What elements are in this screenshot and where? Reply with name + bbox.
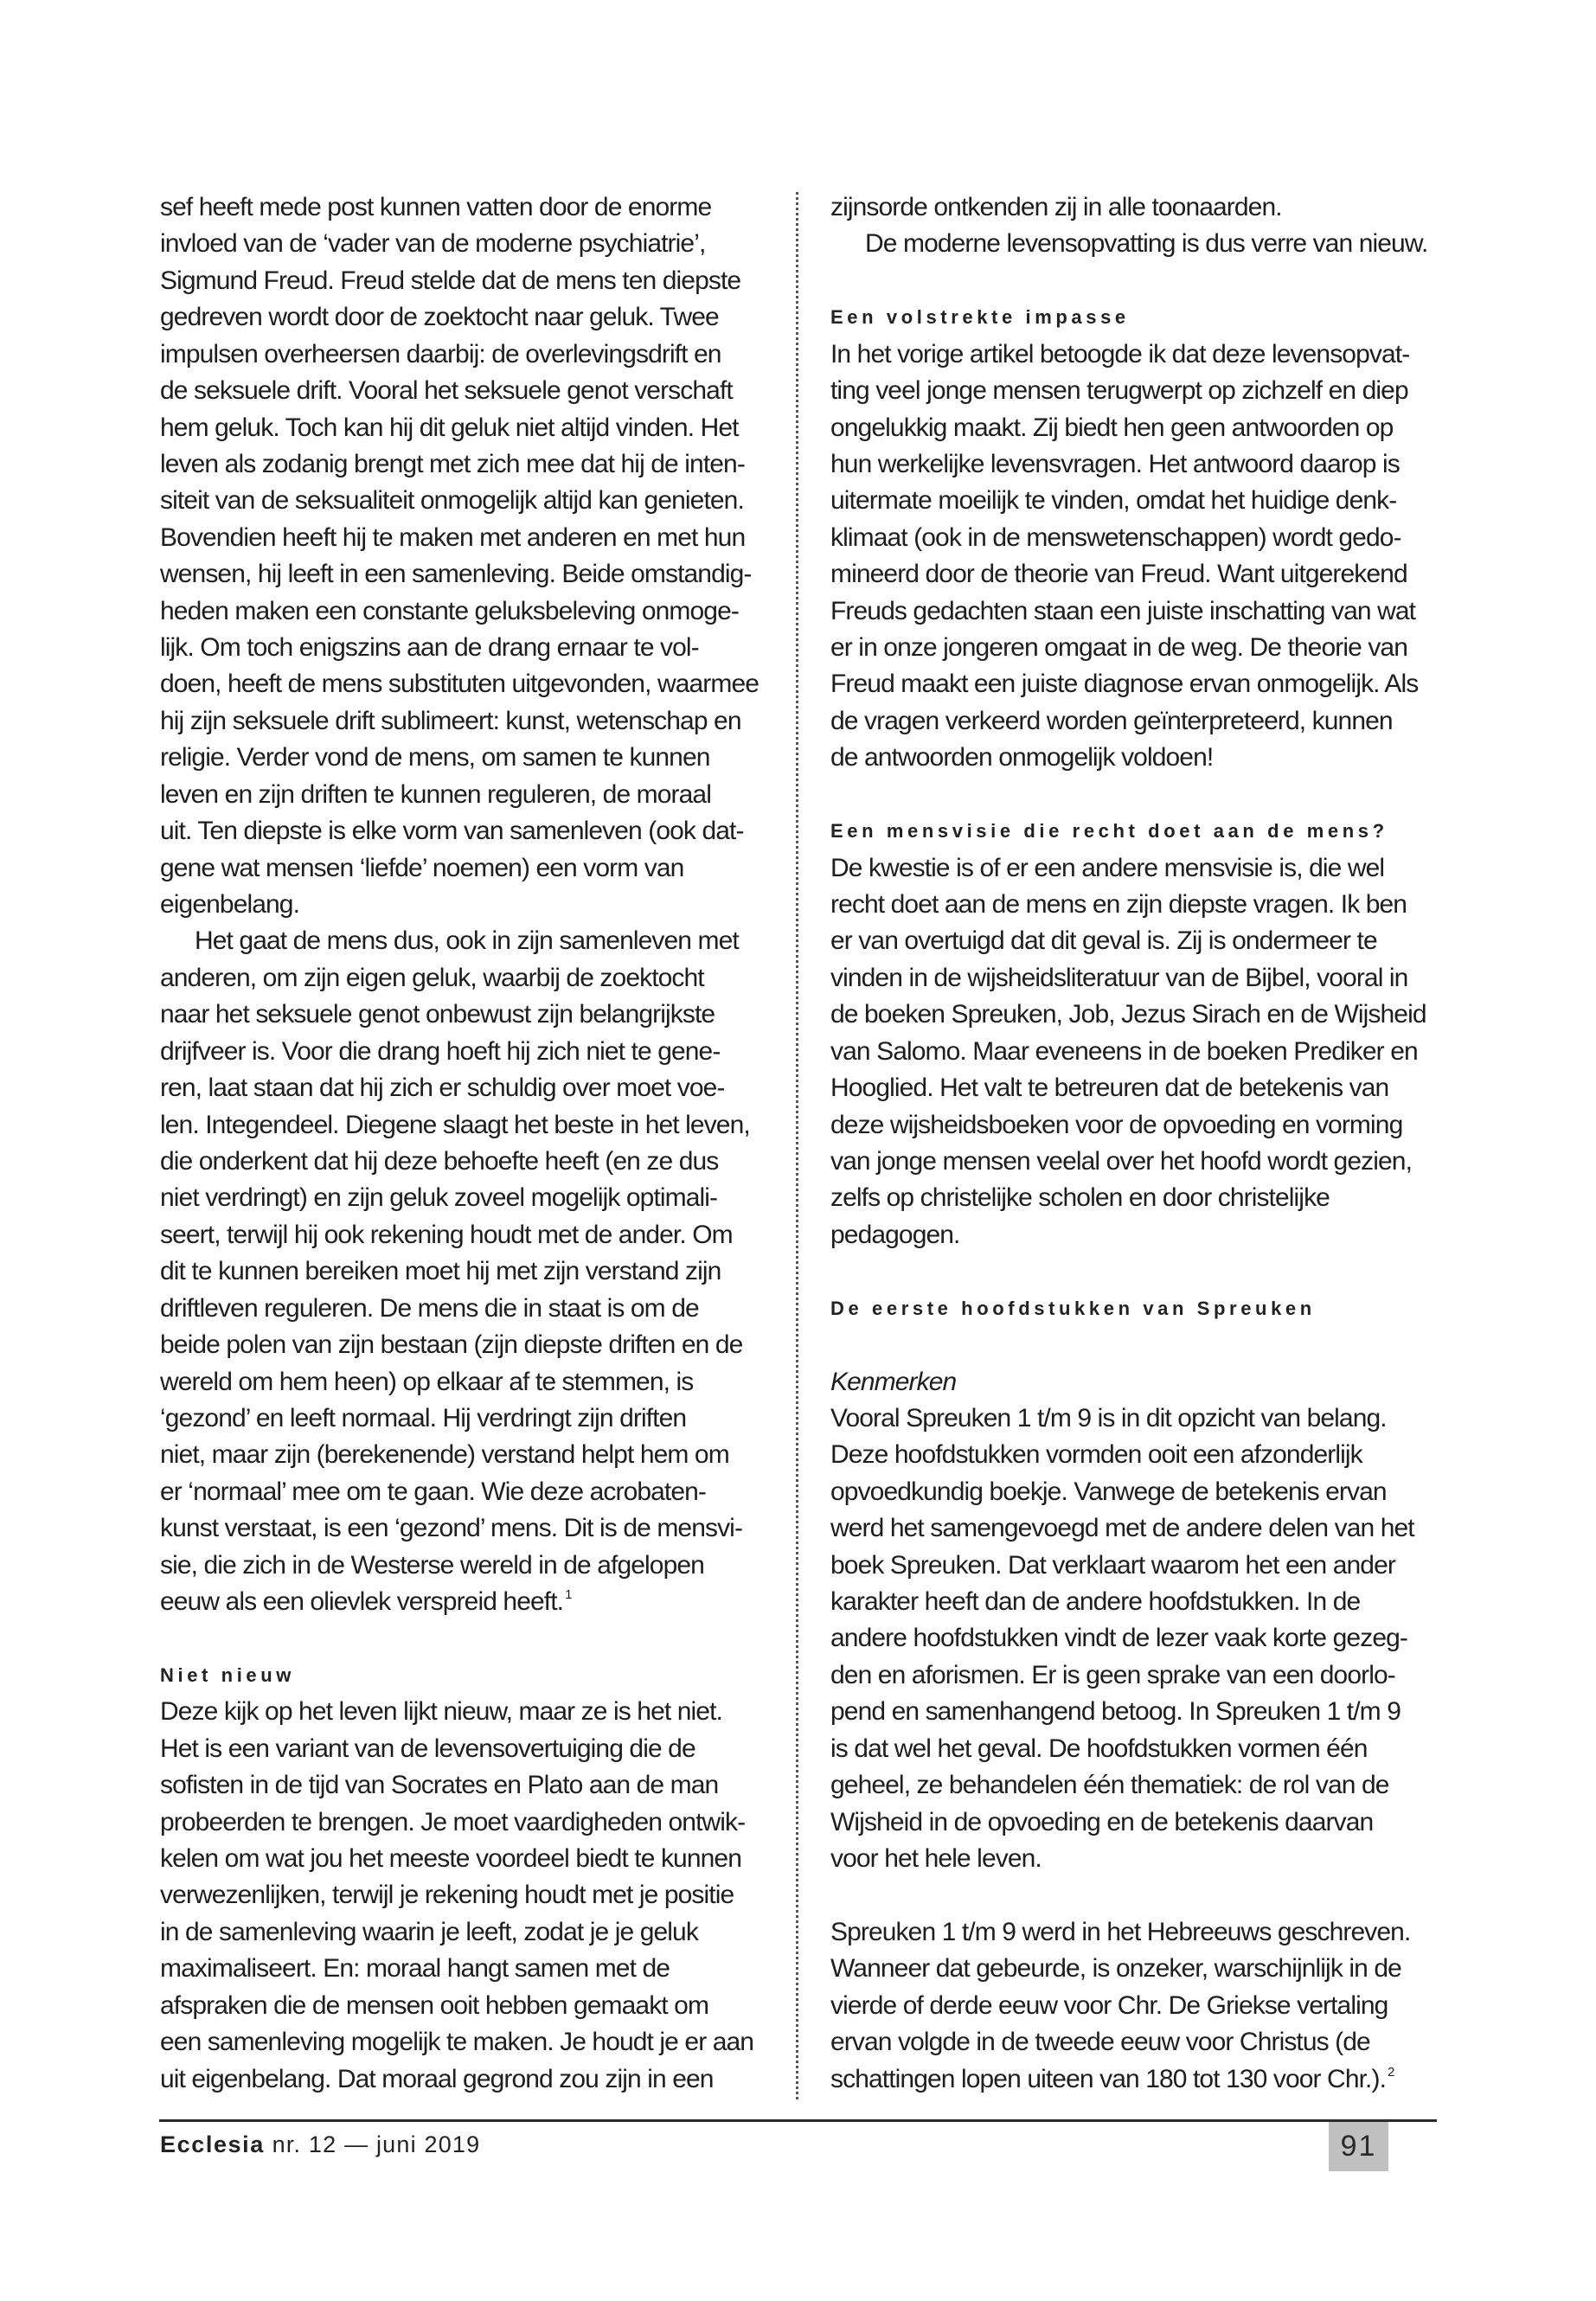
line-text: uitermate moeilijk te vinden, omdat het huidige denk-: [830, 486, 1397, 516]
line-text: vierde of derde eeuw voor Chr. De Griekse vertaling: [830, 1990, 1388, 2020]
line-text: die onderkent dat hij deze behoefte heeft (en ze dus: [160, 1146, 719, 1176]
line-text: kelen om wat jou het meeste voordeel biedt te kunnen: [160, 1843, 741, 1873]
line-text: een samenleving mogelijk te maken. Je houdt je er aan: [160, 2028, 754, 2057]
text-line: [160, 1914, 766, 1951]
text-line: [830, 520, 1445, 556]
line-text: uit eigenbelang. Dat moraal gegrond zou zijn in een: [160, 2064, 714, 2093]
blank-line: [830, 1327, 1445, 1363]
text-line: [160, 1584, 766, 1620]
text-line: [830, 189, 1445, 226]
text-line: [160, 593, 766, 630]
line-text: Sigmund Freud. Freud stelde dat de mens ten diepste: [160, 266, 741, 295]
text-line: [160, 703, 766, 740]
line-text: zijnsorde ontkenden zij in alle toonaarden.: [830, 193, 1282, 221]
subheading: [830, 1364, 1445, 1400]
text-line: [830, 2024, 1445, 2061]
text-line: [160, 373, 766, 409]
text-line: [160, 1951, 766, 1987]
text-line: [830, 1437, 1445, 1473]
line-text: Een volstrekte impasse: [830, 306, 1130, 329]
text-line: [830, 887, 1445, 923]
line-text: geheel, ze behandelen één thematiek: de rol van de: [830, 1771, 1389, 1800]
text-line: [160, 1694, 766, 1730]
text-line: [160, 850, 766, 887]
line-text: heden maken een constante geluksbeleving onmoge-: [160, 596, 739, 625]
text-line: [160, 923, 766, 959]
text-line: [830, 446, 1445, 483]
text-line: [830, 666, 1445, 702]
line-text: naar het seksuele genot onbewust zijn belangrijkste: [160, 1000, 715, 1029]
text-line: [830, 740, 1445, 776]
text-line: [160, 1217, 766, 1253]
text-line: [830, 410, 1445, 446]
line-text: doen, heeft de mens substituten uitgevonden, waarmee: [160, 670, 760, 699]
line-text: Deze hoofdstukken vormden ooit een afzonderlijk: [830, 1440, 1362, 1470]
line-text: in de samenleving waarin je leeft, zodat je je geluk: [160, 1917, 698, 1946]
text-line: [160, 630, 766, 666]
text-line: [160, 1364, 766, 1400]
text-line: [830, 923, 1445, 959]
line-text: seert, terwijl hij ook rekening houdt met de ander. Om: [160, 1220, 733, 1249]
text-line: [160, 1327, 766, 1363]
line-text: hun werkelijke levensvragen. Het antwoord daarop is: [830, 449, 1400, 478]
line-text: de boeken Spreuken, Job, Jezus Sirach en de Wijsheid: [830, 1000, 1426, 1029]
footnote-ref[interactable]: 1: [565, 1587, 573, 1603]
text-line: [830, 2061, 1445, 2098]
text-line: [160, 1510, 766, 1547]
line-text: ting veel jonge mensen terugwerpt op zichzelf en diep: [830, 376, 1408, 406]
text-line: [160, 1988, 766, 2024]
text-line: [830, 1400, 1445, 1437]
line-text: Bovendien heeft hij te maken met anderen en met hun: [160, 522, 746, 552]
text-line: [160, 226, 766, 262]
text-line: [160, 483, 766, 519]
section-heading: [160, 1657, 766, 1694]
text-line: [160, 336, 766, 373]
text-line: [830, 593, 1445, 630]
line-text: Spreuken 1 t/m 9 werd in het Hebreeuws geschreven.: [830, 1917, 1411, 1946]
text-line: [160, 1144, 766, 1180]
line-text: Vooral Spreuken 1 t/m 9 is in dit opzicht van belang.: [830, 1403, 1387, 1433]
text-line: [160, 2061, 766, 2098]
text-line: [160, 263, 766, 299]
line-text: Deze kijk op het leven lijkt nieuw, maar ze is het niet.: [160, 1697, 722, 1727]
line-text: hem geluk. Toch kan hij dit geluk niet altijd vinden. Het: [160, 413, 739, 442]
text-line: [830, 1620, 1445, 1657]
footer-issue-line: [160, 2131, 480, 2158]
text-line: [830, 373, 1445, 409]
blank-line: [830, 777, 1445, 813]
line-text: De moderne levensopvatting is dus verre van nieuw.: [865, 229, 1428, 259]
blank-line: [830, 1253, 1445, 1290]
line-text: impulsen overheersen daarbij: de overlevingsdrift en: [160, 339, 721, 369]
text-line: [160, 777, 766, 813]
text-line: [830, 997, 1445, 1033]
line-text: van jonge mensen veelal over het hoofd wordt gezien,: [830, 1146, 1412, 1176]
line-text: probeerden te brengen. Je moet vaardigheden ontwik-: [160, 1807, 746, 1836]
text-line: [160, 1548, 766, 1584]
text-line: [830, 960, 1445, 997]
line-text: beide polen van zijn bestaan (zijn diepste driften en de: [160, 1330, 743, 1360]
line-text: ervan volgde in de tweede eeuw voor Christus (de: [830, 2028, 1370, 2057]
text-line: [160, 1180, 766, 1216]
line-text: religie. Verder vond de mens, om samen te kunnen: [160, 743, 710, 772]
line-text: De kwestie is of er een andere mensvisie is, die wel: [830, 853, 1385, 882]
text-line: [160, 1291, 766, 1327]
text-line: [160, 446, 766, 483]
text-line: [830, 556, 1445, 593]
text-line: [160, 1767, 766, 1804]
line-text: de antwoorden onmogelijk voldoen!: [830, 743, 1214, 772]
line-text: verwezenlijken, terwijl je rekening houdt met je positie: [160, 1881, 734, 1910]
text-line: [830, 850, 1445, 887]
line-text: pedagogen.: [830, 1220, 960, 1249]
line-text: anderen, om zijn eigen geluk, waarbij de zoektocht: [160, 963, 704, 992]
line-text: kunst verstaat, is een ‘gezond’ mens. Dit is de mensvi-: [160, 1514, 743, 1543]
text-line: [160, 1437, 766, 1473]
text-line: [830, 1217, 1445, 1253]
text-line: [830, 1767, 1445, 1804]
line-text: dit te kunnen bereiken moet hij met zijn verstand zijn: [160, 1257, 721, 1286]
text-line: [160, 1841, 766, 1877]
text-line: [160, 520, 766, 556]
line-text: drijfveer is. Voor die drang hoeft hij zich niet te gene-: [160, 1036, 721, 1066]
line-text: mineerd door de theorie van Freud. Want uitgerekend: [830, 560, 1407, 589]
line-text: voor het hele leven.: [830, 1843, 1042, 1873]
line-text: Freud maakt een juiste diagnose ervan onmogelijk. Als: [830, 670, 1419, 699]
blank-line: [830, 263, 1445, 299]
line-text: Wanneer dat gebeurde, is onzeker, warschijnlijk in de: [830, 1954, 1401, 1984]
line-text: invloed van de ‘vader van de moderne psychiatrie’,: [160, 229, 706, 259]
text-line: [160, 189, 766, 226]
line-text: uit. Ten diepste is elke vorm van samenleven (ook dat-: [160, 817, 744, 846]
line-text: Het gaat de mens dus, ook in zijn samenleven met: [195, 926, 739, 956]
column-divider: [796, 192, 798, 2099]
text-line: [830, 1694, 1445, 1730]
line-text: ‘gezond’ en leeft normaal. Hij verdringt zijn driften: [160, 1403, 687, 1433]
line-text: Een mensvisie die recht doet aan de mens?: [830, 820, 1388, 843]
line-text: driftleven reguleren. De mens die in staat is om de: [160, 1293, 699, 1323]
line-text: leven en zijn driften te kunnen reguleren, de moraal: [160, 779, 711, 809]
text-line: [830, 1144, 1445, 1180]
line-text: de vragen verkeerd worden geïnterpreteerd, kunnen: [830, 706, 1393, 735]
text-line: [160, 997, 766, 1033]
footnote-ref[interactable]: 2: [1388, 2064, 1395, 2080]
line-text: karakter heeft dan de andere hoofdstukken. In de: [830, 1587, 1361, 1617]
line-text: maximaliseert. En: moraal hangt samen met de: [160, 1954, 670, 1984]
text-line: [160, 556, 766, 593]
line-text: recht doet aan de mens en zijn diepste vragen. Ik ben: [830, 890, 1407, 920]
line-text: afspraken die de mensen ooit hebben gemaakt om: [160, 1990, 709, 2020]
text-line: [160, 887, 766, 923]
left-column: [160, 189, 766, 2098]
magazine-name: Ecclesia: [160, 2131, 265, 2157]
text-line: [160, 1070, 766, 1106]
line-text: Kenmerken: [830, 1367, 957, 1396]
line-text: deze wijsheidsboeken voor de opvoeding en vorming: [830, 1110, 1403, 1139]
line-text: Het is een variant van de levensovertuiging die de: [160, 1734, 695, 1763]
text-line: [830, 483, 1445, 519]
text-line: [160, 666, 766, 702]
text-line: [160, 410, 766, 446]
line-text: er ‘normaal’ mee om te gaan. Wie deze acrobaten-: [160, 1477, 707, 1506]
text-line: [830, 1548, 1445, 1584]
text-line: [830, 1070, 1445, 1106]
text-line: [830, 703, 1445, 740]
text-line: [830, 1914, 1445, 1951]
text-line: [830, 1804, 1445, 1841]
page-number: 91: [1329, 2122, 1388, 2171]
line-text: Freuds gedachten staan een juiste inschatting van wat: [830, 596, 1416, 625]
line-text: Niet nieuw: [160, 1663, 296, 1686]
line-text: ongelukkig maakt. Zij biedt hen geen antwoorden op: [830, 413, 1394, 442]
line-text: In het vorige artikel betoogde ik dat deze levensopvat-: [830, 339, 1410, 369]
line-text: opvoedkundig boekje. Vanwege de betekenis ervan: [830, 1477, 1387, 1506]
line-text: er in onze jongeren omgaat in de weg. De theorie van: [830, 633, 1407, 663]
line-text: sofisten in de tijd van Socrates en Plato aan de man: [160, 1771, 719, 1800]
text-line: [160, 1400, 766, 1437]
line-text: van Salomo. Maar eveneens in de boeken Prediker en: [830, 1036, 1418, 1066]
text-line: [830, 1584, 1445, 1620]
line-text: Wijsheid in de opvoeding en de betekenis daarvan: [830, 1807, 1374, 1836]
text-line: [830, 1107, 1445, 1144]
line-text: gene wat mensen ‘liefde’ noemen) een vorm van: [160, 853, 684, 882]
right-column: [830, 189, 1445, 2098]
text-line: [830, 630, 1445, 666]
text-line: [160, 1474, 766, 1510]
line-text: vinden in de wijsheidsliteratuur van de Bijbel, vooral in: [830, 963, 1408, 992]
section-heading: [830, 1291, 1445, 1327]
blank-line: [830, 1877, 1445, 1913]
section-heading: [830, 299, 1445, 336]
text-line: [160, 1804, 766, 1841]
line-text: eeuw als een olievlek verspreid heeft.: [160, 1587, 564, 1617]
line-text: hij zijn seksuele drift sublimeert: kunst, wetenschap en: [160, 706, 741, 735]
section-heading: [830, 813, 1445, 849]
line-text: Hooglied. Het valt te betreuren dat de betekenis van: [830, 1074, 1389, 1103]
line-text: er van overtuigd dat dit geval is. Zij is ondermeer te: [830, 926, 1377, 956]
text-line: [830, 1180, 1445, 1216]
line-text: siteit van de seksualiteit onmogelijk altijd kan genieten.: [160, 486, 744, 516]
line-text: den en aforismen. Er is geen sprake van een doorlo-: [830, 1660, 1395, 1689]
text-line: [830, 1841, 1445, 1877]
text-line: [830, 1034, 1445, 1070]
line-text: ren, laat staan dat hij zich er schuldig over moet voe-: [160, 1074, 725, 1103]
line-text: lijk. Om toch enigszins aan de drang ernaar te vol-: [160, 633, 699, 663]
line-text: len. Integendeel. Diegene slaagt het beste in het leven,: [160, 1110, 750, 1139]
line-text: is dat wel het geval. De hoofdstukken vormen één: [830, 1734, 1368, 1763]
text-line: [160, 1877, 766, 1913]
text-line: [160, 2024, 766, 2061]
text-line: [830, 1731, 1445, 1767]
line-text: niet verdringt) en zijn geluk zoveel mogelijk optimali-: [160, 1183, 718, 1213]
line-text: De eerste hoofdstukken van Spreuken: [830, 1297, 1316, 1319]
line-text: klimaat (ook in de menswetenschappen) wordt gedo-: [830, 522, 1401, 552]
line-text: wereld om hem heen) op elkaar af te stemmen, is: [160, 1367, 694, 1396]
text-line: [830, 226, 1445, 262]
line-text: wensen, hij leeft in een samenleving. Beide omstandig-: [160, 560, 752, 589]
line-text: leven als zodanig brengt met zich mee dat hij de inten-: [160, 449, 745, 478]
blank-line: [160, 1620, 766, 1657]
text-line: [160, 740, 766, 776]
text-line: [830, 336, 1445, 373]
text-line: [830, 1474, 1445, 1510]
text-line: [160, 1253, 766, 1290]
line-text: werd het samengevoegd met de andere delen van het: [830, 1514, 1414, 1543]
line-text: andere hoofdstukken vindt de lezer vaak korte gezeg-: [830, 1624, 1407, 1653]
text-line: [830, 1988, 1445, 2024]
line-text: niet, maar zijn (berekenende) verstand helpt hem om: [160, 1440, 729, 1470]
text-line: [160, 1107, 766, 1144]
text-line: [160, 960, 766, 997]
text-line: [160, 1034, 766, 1070]
text-line: [830, 1951, 1445, 1987]
footer-rule: [159, 2119, 1437, 2122]
line-text: gedreven wordt door de zoektocht naar geluk. Twee: [160, 303, 719, 332]
line-text: zelfs op christelijke scholen en door christelijke: [830, 1183, 1330, 1213]
line-text: de seksuele drift. Vooral het seksuele genot verschaft: [160, 376, 733, 406]
text-line: [160, 1731, 766, 1767]
line-text: sie, die zich in de Westerse wereld in de afgelopen: [160, 1550, 704, 1580]
line-text: pend en samenhangend betoog. In Spreuken 1 t/m 9: [830, 1697, 1401, 1727]
text-line: [160, 813, 766, 849]
text-line: [830, 1657, 1445, 1694]
line-text: eigenbelang.: [160, 890, 300, 920]
text-line: [160, 299, 766, 336]
text-line: [830, 1510, 1445, 1547]
line-text: schattingen lopen uiteen van 180 tot 130 voor Chr.).: [830, 2064, 1386, 2093]
line-text: sef heeft mede post kunnen vatten door de enorme: [160, 193, 712, 221]
line-text: boek Spreuken. Dat verklaart waarom het een ander: [830, 1550, 1395, 1580]
issue-info: nr. 12 — juni 2019: [272, 2131, 481, 2157]
